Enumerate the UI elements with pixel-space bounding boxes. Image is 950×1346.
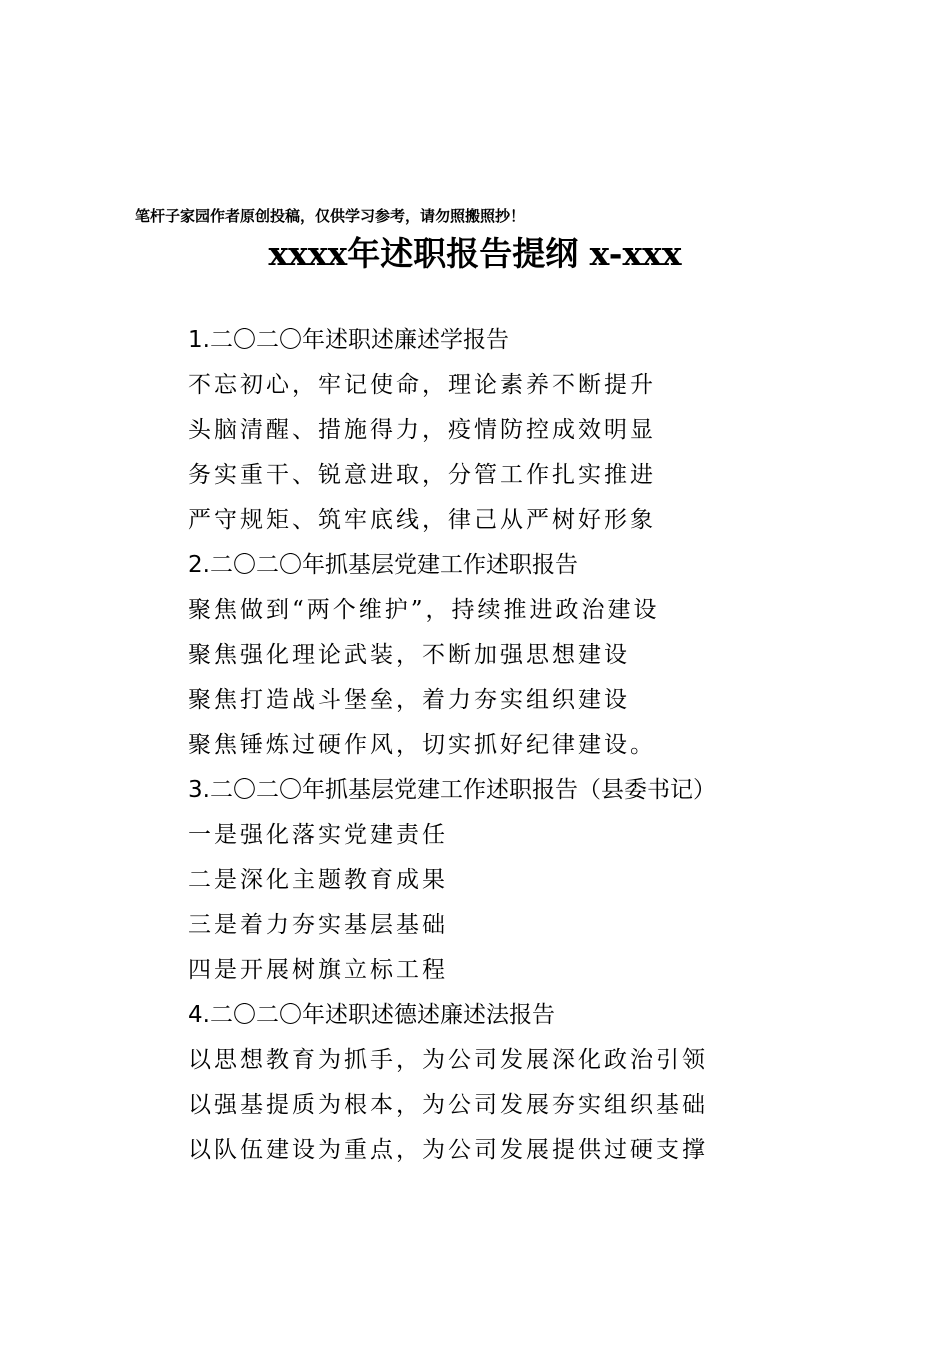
- outline-item: 聚焦强化理论武装，不断加强思想建设: [188, 642, 630, 668]
- outline-item: 以队伍建设为重点，为公司发展提供过硬支撑: [188, 1137, 708, 1163]
- section-heading: 4.二〇二〇年述职述德述廉述法报告: [188, 1002, 555, 1028]
- outline-item: 聚焦锤炼过硬作风，切实抓好纪律建设。: [188, 732, 656, 758]
- outline-item: 严守规矩、筑牢底线，律己从严树好形象: [188, 507, 656, 533]
- outline-item: 头脑清醒、措施得力，疫情防控成效明显: [188, 417, 656, 443]
- section-heading: 3.二〇二〇年抓基层党建工作述职报告（县委书记）: [188, 777, 716, 803]
- outline-item: 三是着力夯实基层基础: [188, 912, 448, 938]
- section-heading: 2.二〇二〇年抓基层党建工作述职报告: [188, 552, 578, 578]
- outline-item: 四是开展树旗立标工程: [188, 957, 448, 983]
- outline-item: 以思想教育为抓手，为公司发展深化政治引领: [188, 1047, 708, 1073]
- copyright-notice: 笔杆子家园作者原创投稿，仅供学习参考，请勿照搬照抄！: [135, 207, 526, 225]
- outline-item: 聚焦做到“两个维护”，持续推进政治建设: [188, 597, 660, 623]
- section-4: [188, 993, 908, 1173]
- section-heading: 1.二〇二〇年述职述廉述学报告: [188, 327, 509, 353]
- section-3: [188, 768, 908, 993]
- outline-item: 一是强化落实党建责任: [188, 822, 448, 848]
- outline-item: 以强基提质为根本，为公司发展夯实组织基础: [188, 1092, 708, 1118]
- section-1: [188, 318, 908, 543]
- document-title: xxxx年述职报告提纲 x-xxx: [268, 234, 682, 273]
- section-2: [188, 543, 908, 768]
- outline-body: [188, 318, 908, 1173]
- outline-item: 聚焦打造战斗堡垒，着力夯实组织建设: [188, 687, 630, 713]
- outline-item: 二是深化主题教育成果: [188, 867, 448, 893]
- outline-item: 务实重干、锐意进取，分管工作扎实推进: [188, 462, 656, 488]
- outline-item: 不忘初心，牢记使命，理论素养不断提升: [188, 372, 656, 398]
